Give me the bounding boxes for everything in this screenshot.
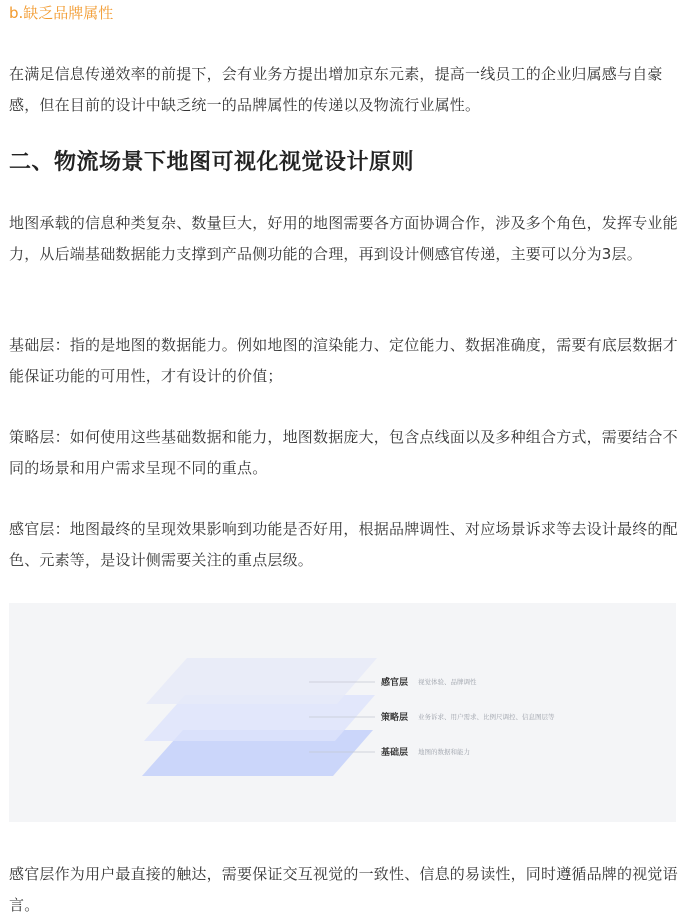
paragraph-brand: 在满足信息传递效率的前提下，会有业务方提出增加京东元素，提高一线员工的企业归属感与自豪感，但在目前的设计中缺乏统一的品牌属性的传递以及物流行业属性。 bbox=[9, 65, 663, 114]
base-layer-desc: 地图的数据和能力 bbox=[418, 748, 470, 756]
paragraph-closing: 感官层作为用户最直接的触达，需要保证交互视觉的一致性、信息的易读性，同时遵循品牌的视觉语言。 bbox=[9, 865, 678, 914]
subheading-brand: b.缺乏品牌属性 bbox=[9, 4, 114, 22]
paragraph-base-layer: 基础层：指的是地图的数据能力。例如地图的渲染能力、定位能力、数据准确度，需要有底层数据才能保证功能的可用性，才有设计的价值； bbox=[9, 336, 678, 385]
sensory-layer-shape bbox=[146, 658, 377, 704]
strategy-layer-name: 策略层 bbox=[381, 713, 409, 723]
base-layer-name: 基础层 bbox=[381, 748, 409, 758]
layers-diagram-svg bbox=[9, 603, 676, 822]
strategy-layer-desc: 业务诉求、用户需求、比例尺调控、信息图层等 bbox=[418, 713, 555, 721]
paragraph-intro: 地图承载的信息种类复杂、数量巨大，好用的地图需要各方面协调合作，涉及多个角色，发挥专业能力，从后端基础数据能力支撑到产品侧功能的合理，再到设计侧感官传递，主要可以分为3层。 bbox=[9, 214, 678, 263]
sensory-layer-name: 感官层 bbox=[381, 678, 409, 688]
sensory-layer-desc: 视觉体验、品牌调性 bbox=[418, 678, 477, 686]
section-heading: 二、物流场景下地图可视化视觉设计原则 bbox=[9, 150, 415, 175]
paragraph-strategy-layer: 策略层：如何使用这些基础数据和能力，地图数据庞大，包含点线面以及多种组合方式，需要结合不同的场景和用户需求呈现不同的重点。 bbox=[9, 428, 678, 477]
layers-diagram bbox=[9, 603, 676, 822]
paragraph-sensory-layer: 感官层：地图最终的呈现效果影响到功能是否好用，根据品牌调性、对应场景诉求等去设计最终的配色、元素等，是设计侧需要关注的重点层级。 bbox=[9, 520, 678, 569]
